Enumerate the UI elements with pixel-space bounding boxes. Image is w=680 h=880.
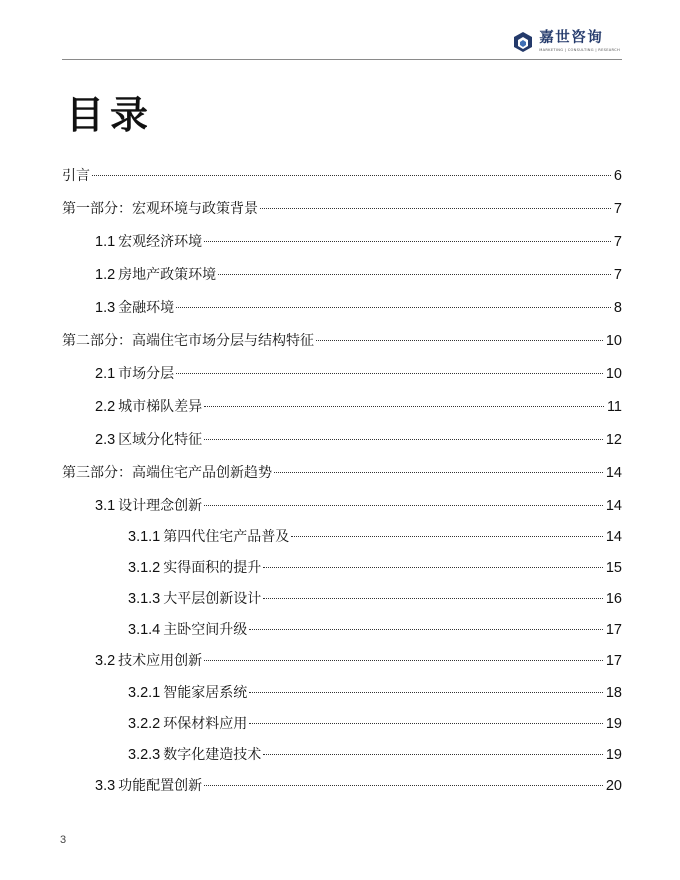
toc-entry-page: 19 [605,747,622,763]
toc-entry-number: 1.2 [95,267,116,283]
toc-entry-page: 19 [605,716,622,732]
dot-leader [176,307,611,308]
toc-entry[interactable] [62,588,622,612]
toc-entry[interactable] [62,713,622,737]
toc-entry[interactable] [62,297,622,321]
toc-entry-number: 3.1 [95,498,116,514]
brand [512,30,620,53]
toc-entry-label: 第一部分：宏观环境与政策背景 [62,201,258,217]
dot-leader [249,692,603,693]
toc-entry-page: 14 [605,498,622,514]
toc-entry[interactable] [62,775,622,799]
dot-leader [204,505,603,506]
page-title: 目录 [66,92,155,137]
toc-entry-number: 3.1.2 [128,560,161,576]
toc-entry-number: 3.3 [95,778,116,794]
toc-entry-page: 14 [605,529,622,545]
toc-entry-page: 7 [613,234,622,250]
toc-entry[interactable] [62,619,622,643]
toc-entry-label: 大平层创新设计 [163,591,262,607]
toc-entry-number: 3.1.3 [128,591,161,607]
toc-entry-page: 17 [605,653,622,669]
toc-entry[interactable] [62,231,622,255]
brand-name: 嘉世咨询 [539,30,604,46]
toc-entry-label: 区域分化特征 [118,432,203,448]
toc-entry-number: 1.3 [95,300,116,316]
toc-entry-number: 3.2.3 [128,747,161,763]
dot-leader [204,241,611,242]
dot-leader [263,598,603,599]
toc-entry-number: 1.1 [95,234,116,250]
toc-entry[interactable] [62,198,622,222]
dot-leader [204,785,603,786]
dot-leader [274,472,603,473]
toc-entry-page: 10 [605,366,622,382]
toc-entry-number: 3.2.1 [128,685,161,701]
toc-entry-label: 市场分层 [118,366,175,382]
toc-entry[interactable] [62,526,622,550]
toc-entry-page: 14 [605,465,622,481]
dot-leader [176,373,603,374]
toc-entry-label: 城市梯队差异 [118,399,203,415]
toc-entry-page: 12 [605,432,622,448]
toc-entry[interactable] [62,264,622,288]
toc-entry-label: 数字化建造技术 [163,747,262,763]
dot-leader [204,439,603,440]
toc-entry-page: 6 [613,168,622,184]
toc-entry-page: 7 [613,201,622,217]
header-divider [62,59,622,60]
dot-leader [204,660,603,661]
toc-entry-label: 第四代住宅产品普及 [163,529,290,545]
toc-entry-page: 16 [605,591,622,607]
toc-entry-number: 3.1.1 [128,529,161,545]
toc-entry[interactable] [62,495,622,519]
dot-leader [249,629,603,630]
toc-entry[interactable] [62,557,622,581]
toc-entry-label: 技术应用创新 [118,653,203,669]
dot-leader [92,175,611,176]
toc-entry-label: 金融环境 [118,300,175,316]
toc-entry[interactable] [62,744,622,768]
dot-leader [291,536,603,537]
dot-leader [204,406,604,407]
toc-entry[interactable] [62,363,622,387]
toc-entry-label: 环保材料应用 [163,716,248,732]
toc-entry[interactable] [62,682,622,706]
toc-entry-page: 11 [606,399,622,415]
toc-entry[interactable] [62,396,622,420]
toc-entry-label: 功能配置创新 [118,778,203,794]
toc-entry-label: 引言 [62,168,90,184]
toc-entry-label: 宏观经济环境 [118,234,203,250]
toc-entry[interactable] [62,429,622,453]
toc-entry-page: 20 [605,778,622,794]
dot-leader [218,274,611,275]
page-header [62,0,622,60]
brand-tagline: MARKETING | CONSULTING | RESEARCH [539,48,620,52]
toc-entry-label: 主卧空间升级 [163,622,248,638]
toc-entry-number: 3.2 [95,653,116,669]
toc-entry[interactable] [62,462,622,486]
page-number: 3 [60,834,67,846]
brand-logo-icon [512,31,534,53]
toc-entry-label: 实得面积的提升 [163,560,262,576]
toc-entry-label: 设计理念创新 [118,498,203,514]
toc-entry-label: 房地产政策环境 [118,267,217,283]
toc-entry[interactable] [62,650,622,674]
toc-entry-number: 3.1.4 [128,622,161,638]
toc-entry-page: 8 [613,300,622,316]
dot-leader [249,723,603,724]
toc-entry[interactable] [62,165,622,189]
toc-entry-number: 2.1 [95,366,116,382]
toc-entry-page: 18 [605,685,622,701]
toc-entry-number: 2.2 [95,399,116,415]
toc-entry-page: 10 [605,333,622,349]
dot-leader [263,754,603,755]
toc-entry-number: 2.3 [95,432,116,448]
dot-leader [316,340,603,341]
toc-entry-label: 智能家居系统 [163,685,248,701]
toc-entry-label: 第三部分：高端住宅产品创新趋势 [62,465,272,481]
toc-entry-page: 17 [605,622,622,638]
toc-entry-number: 3.2.2 [128,716,161,732]
toc-entry-page: 15 [605,560,622,576]
dot-leader [260,208,611,209]
dot-leader [263,567,603,568]
toc-entry-label: 第二部分：高端住宅市场分层与结构特征 [62,333,314,349]
toc-entry-page: 7 [613,267,622,283]
toc-entry[interactable] [62,330,622,354]
